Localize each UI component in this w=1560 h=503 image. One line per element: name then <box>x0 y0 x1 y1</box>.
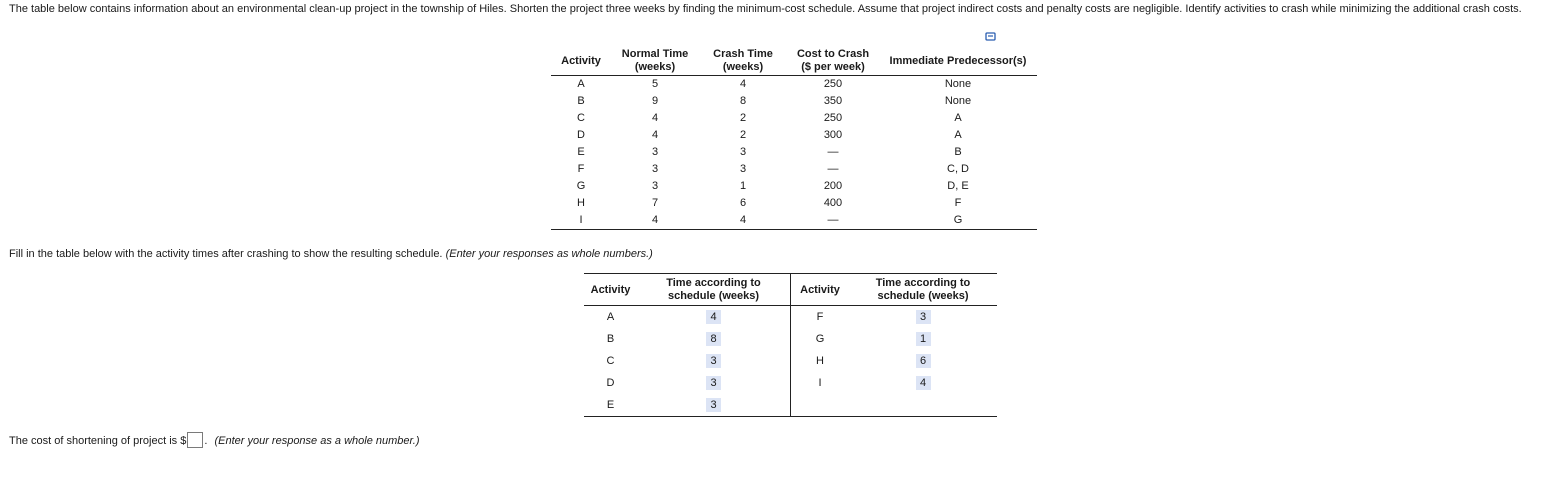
answer-field[interactable]: 3 <box>706 354 721 368</box>
answer-field[interactable]: 3 <box>706 398 721 412</box>
cost-question: The cost of shortening of project is $ . (Enter your response as a whole number.) <box>9 433 419 449</box>
time-cell <box>637 372 791 394</box>
time-cell <box>849 350 997 372</box>
cell-cost: — <box>827 163 839 175</box>
table-row <box>551 110 1037 127</box>
activity-label: E <box>584 394 637 417</box>
time-cell <box>637 328 791 350</box>
col-crash-time: Crash Time (weeks) <box>699 46 787 76</box>
table-row <box>584 328 997 350</box>
cell-activity: D <box>577 129 585 141</box>
cell-crash: 2 <box>739 129 747 141</box>
fill-instructions: Fill in the table below with the activity times after crashing to show the resulting schedule. (Enter your responses as whole numbers.) <box>9 248 653 260</box>
table-row <box>551 76 1037 94</box>
time-cell <box>637 306 791 329</box>
cell-pred: D, E <box>947 180 969 192</box>
table-row <box>584 350 997 372</box>
activity-label: C <box>606 355 615 367</box>
cell-normal: 3 <box>651 146 659 158</box>
cell-normal: 5 <box>651 78 659 90</box>
activity-label: F <box>816 311 824 323</box>
cell-pred: None <box>944 78 972 90</box>
activity-label: I <box>818 377 822 389</box>
time-cell <box>849 306 997 329</box>
activity-label: D <box>606 377 615 389</box>
cell-activity: E <box>577 146 585 158</box>
table-row <box>584 306 997 329</box>
cell-cost: 350 <box>823 95 843 107</box>
cell-pred: A <box>954 129 962 141</box>
answer-field[interactable]: 6 <box>916 354 931 368</box>
cell-pred: None <box>944 95 972 107</box>
cell-normal: 3 <box>651 163 659 175</box>
time-cell <box>849 372 997 394</box>
col-time-left: Time according to schedule (weeks) <box>637 274 791 306</box>
table-row <box>551 127 1037 144</box>
col-cost-to-crash: Cost to Crash ($ per week) <box>787 46 879 76</box>
answer-field[interactable]: 1 <box>916 332 931 346</box>
table-row <box>551 195 1037 212</box>
col-activity-right: Activity <box>791 274 850 306</box>
cell-activity: F <box>577 163 585 175</box>
table-row <box>551 93 1037 110</box>
col-activity: Activity <box>551 46 611 76</box>
cell-pred: A <box>954 112 962 124</box>
cell-normal: 3 <box>651 180 659 192</box>
time-cell <box>849 328 997 350</box>
activity-label: A <box>606 311 615 323</box>
col-predecessors: Immediate Predecessor(s) <box>879 46 1037 76</box>
cell-activity: A <box>577 78 585 90</box>
cell-pred: F <box>954 197 962 209</box>
cell-activity: G <box>576 180 586 192</box>
cell-normal: 7 <box>651 197 659 209</box>
cell-crash: 6 <box>739 197 747 209</box>
cell-normal: 4 <box>651 112 659 124</box>
table-row <box>551 212 1037 230</box>
cell-crash: 3 <box>739 146 747 158</box>
activity-label: G <box>815 333 825 345</box>
cell-crash: 4 <box>739 78 747 90</box>
cell-pred: G <box>879 212 1037 230</box>
project-data-table <box>551 46 1037 230</box>
cell-cost: — <box>827 146 839 158</box>
question-text: The table below contains information about an environmental clean-up project in the township of Hiles. Shorten the project three weeks by finding the minimum-cost schedule. Assume that project indirect costs and penalty costs are negligible. Identify activities to crash while minimizing the additional crash costs. <box>9 3 1522 15</box>
cell-cost: 300 <box>823 129 843 141</box>
copy-icon[interactable] <box>985 32 997 42</box>
answer-field[interactable]: 4 <box>916 376 931 390</box>
col-normal-time: Normal Time (weeks) <box>611 46 699 76</box>
time-cell <box>637 394 791 417</box>
answer-field[interactable]: 3 <box>916 310 931 324</box>
cell-activity: H <box>577 197 585 209</box>
col-activity-left: Activity <box>584 274 637 306</box>
cell-crash: 4 <box>699 212 787 230</box>
cell-activity: B <box>577 95 585 107</box>
cost-input[interactable] <box>187 432 203 448</box>
cell-cost: — <box>787 212 879 230</box>
cell-cost: 400 <box>823 197 843 209</box>
cell-pred: C, D <box>947 163 969 175</box>
schedule-table <box>584 273 997 417</box>
table-row <box>584 394 997 417</box>
cell-normal: 4 <box>611 212 699 230</box>
answer-field[interactable]: 4 <box>706 310 721 324</box>
cell-crash: 8 <box>739 95 747 107</box>
cell-activity: I <box>551 212 611 230</box>
activity-label: H <box>816 355 824 367</box>
empty-cell <box>791 394 850 417</box>
cell-crash: 2 <box>739 112 747 124</box>
cell-pred: B <box>954 146 962 158</box>
cell-normal: 9 <box>651 95 659 107</box>
cell-crash: 3 <box>739 163 747 175</box>
cell-activity: C <box>577 112 585 124</box>
cell-cost: 250 <box>823 78 843 90</box>
table-row <box>584 372 997 394</box>
cell-cost: 200 <box>823 180 843 192</box>
activity-label: B <box>606 333 615 345</box>
empty-cell <box>849 394 997 417</box>
answer-field[interactable]: 8 <box>706 332 721 346</box>
table-row <box>551 178 1037 195</box>
answer-field[interactable]: 3 <box>706 376 721 390</box>
table-row <box>551 161 1037 178</box>
cell-cost: 250 <box>823 112 843 124</box>
cell-normal: 4 <box>651 129 659 141</box>
table-row <box>551 144 1037 161</box>
time-cell <box>637 350 791 372</box>
col-time-right: Time according to schedule (weeks) <box>849 274 997 306</box>
cell-crash: 1 <box>739 180 747 192</box>
